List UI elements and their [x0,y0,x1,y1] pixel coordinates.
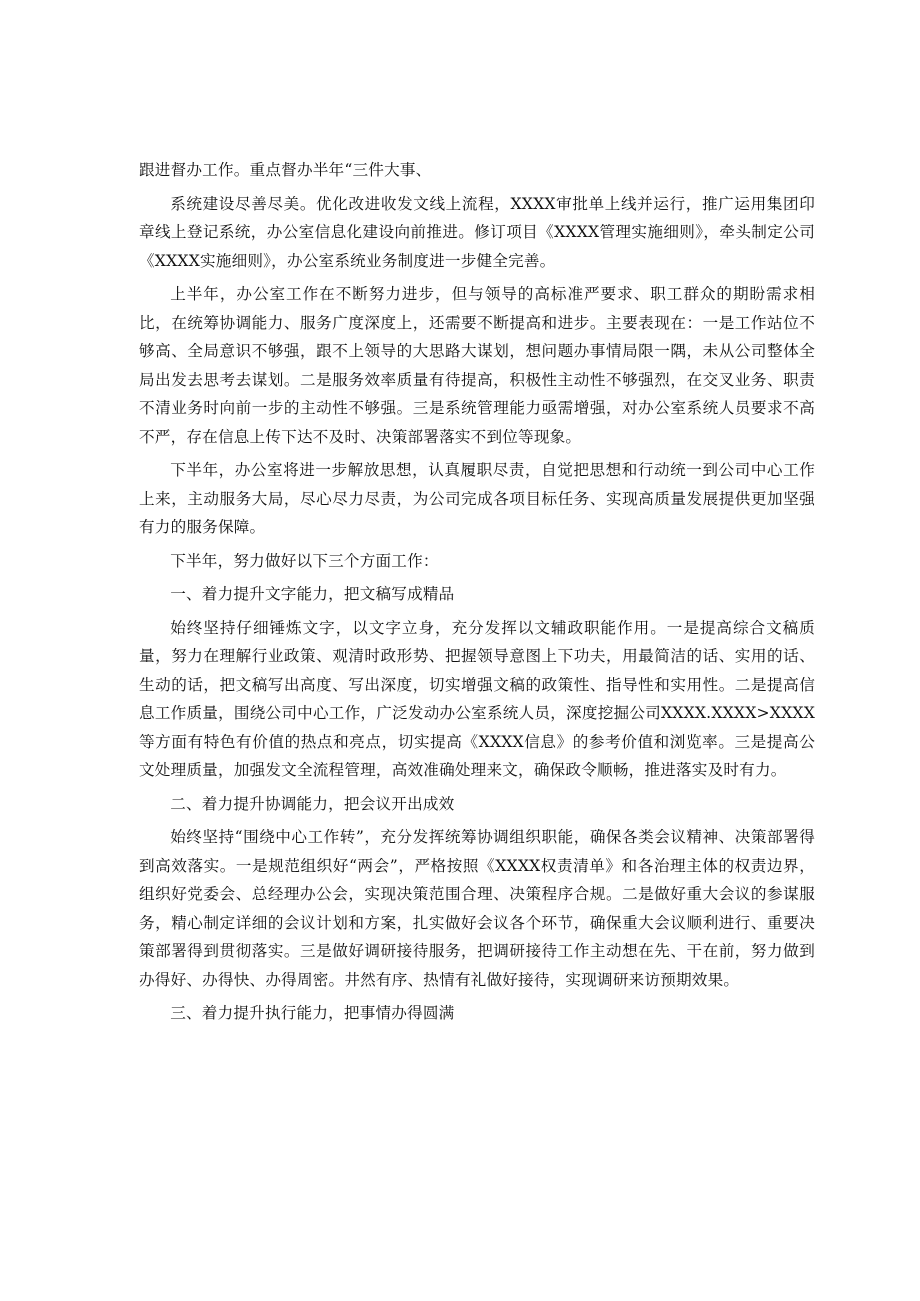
document-body [139,156,815,1028]
paragraph-5: 下半年，努力做好以下三个方面工作： [170,551,439,570]
section-heading-3: 三、着力提升执行能力，把事情办得圆满 [170,1004,455,1022]
paragraph-1: 跟进督办工作。重点督办半年“三件大事、 [139,161,432,179]
paragraph-3: 上半年，办公室工作在不断努力进步，但与领导的高标准严要求、职工群众的期盼需求相比，在统筹协调能力、服务广度深度上，还需要不断提高和进步。主要表现在：一是工作站位不够高、全局意识不够强，跟不上领导的大思路大谋划，想问题办事情局限一隅，未从公司整体全局出发去思考去谋划。二是服务效率质量有待提高，积极性主动性不够强烈，在交叉业务、职责不清业务时向前一步的主动性不够强。三是系统管理能力亟需增强，对办公室系统人员要求不高不严，存在信息上传下达不及时、决策部署落实不到位等现象。 [139,285,815,446]
section-heading-1: 一、着力提升文字能力，把文稿写成精品 [170,585,455,603]
paragraph-4: 下半年，办公室将进一步解放思想，认真履职尽责，自觉把思想和行动统一到公司中心工作上来，主动服务大局，尽心尽力尽责，为公司完成各项目标任务、实现高质量发展提供更加坚强有力的服务保障。 [139,461,815,536]
paragraph-6: 始终坚持仔细锤炼文字，以文字立身，充分发挥以文辅政职能作用。一是提高综合文稿质量，努力在理解行业政策、观清时政形势、把握领导意图上下功夫，用最简洁的话、实用的话、生动的话，把文稿写出高度、写出深度，切实增强文稿的政策性、指导性和实用性。二是提高信息工作质量，围绕公司中心工作，广泛发动办公室系统人员，深度挖掘公司XXXX.XXXX>XXXX等方面有特色有价值的热点和亮点，切实提高《XXXX信息》的参考价值和浏览率。三是提高公文处理质量，加强发文全流程管理，高效准确处理来文，确保政令顺畅，推进落实及时有力。 [139,618,815,779]
section-heading-2: 二、着力提升协调能力，把会议开出成效 [170,794,455,813]
paragraph-7: 始终坚持“围绕中心工作转”，充分发挥统筹协调组织职能，确保各类会议精神、决策部署得到高效落实。一是规范组织好“两会”，严格按照《XXXX权责清单》和各治理主体的权责边界，组织好党委会、总经理办公会，实现决策范围合理、决策程序合规。二是做好重大会议的参谋服务，精心制定详细的会议计划和方案，扎实做好会议各个环节，确保重大会议顺利进行、重要决策部署得到贯彻落实。三是做好调研接待服务，把调研接待工作主动想在先、干在前，努力做到办得好、办得快、办得周密。井然有序、热情有礼做好接待，实现调研来访预期效果。 [139,828,815,989]
paragraph-2: 系统建设尽善尽美。优化改进收发文线上流程，XXXX审批单上线并运行，推广运用集团印章线上登记系统，办公室信息化建设向前推进。修订项目《XXXX管理实施细则》，牵头制定公司《XXXX实施细则》，办公室系统业务制度进一步健全完善。 [139,194,815,270]
